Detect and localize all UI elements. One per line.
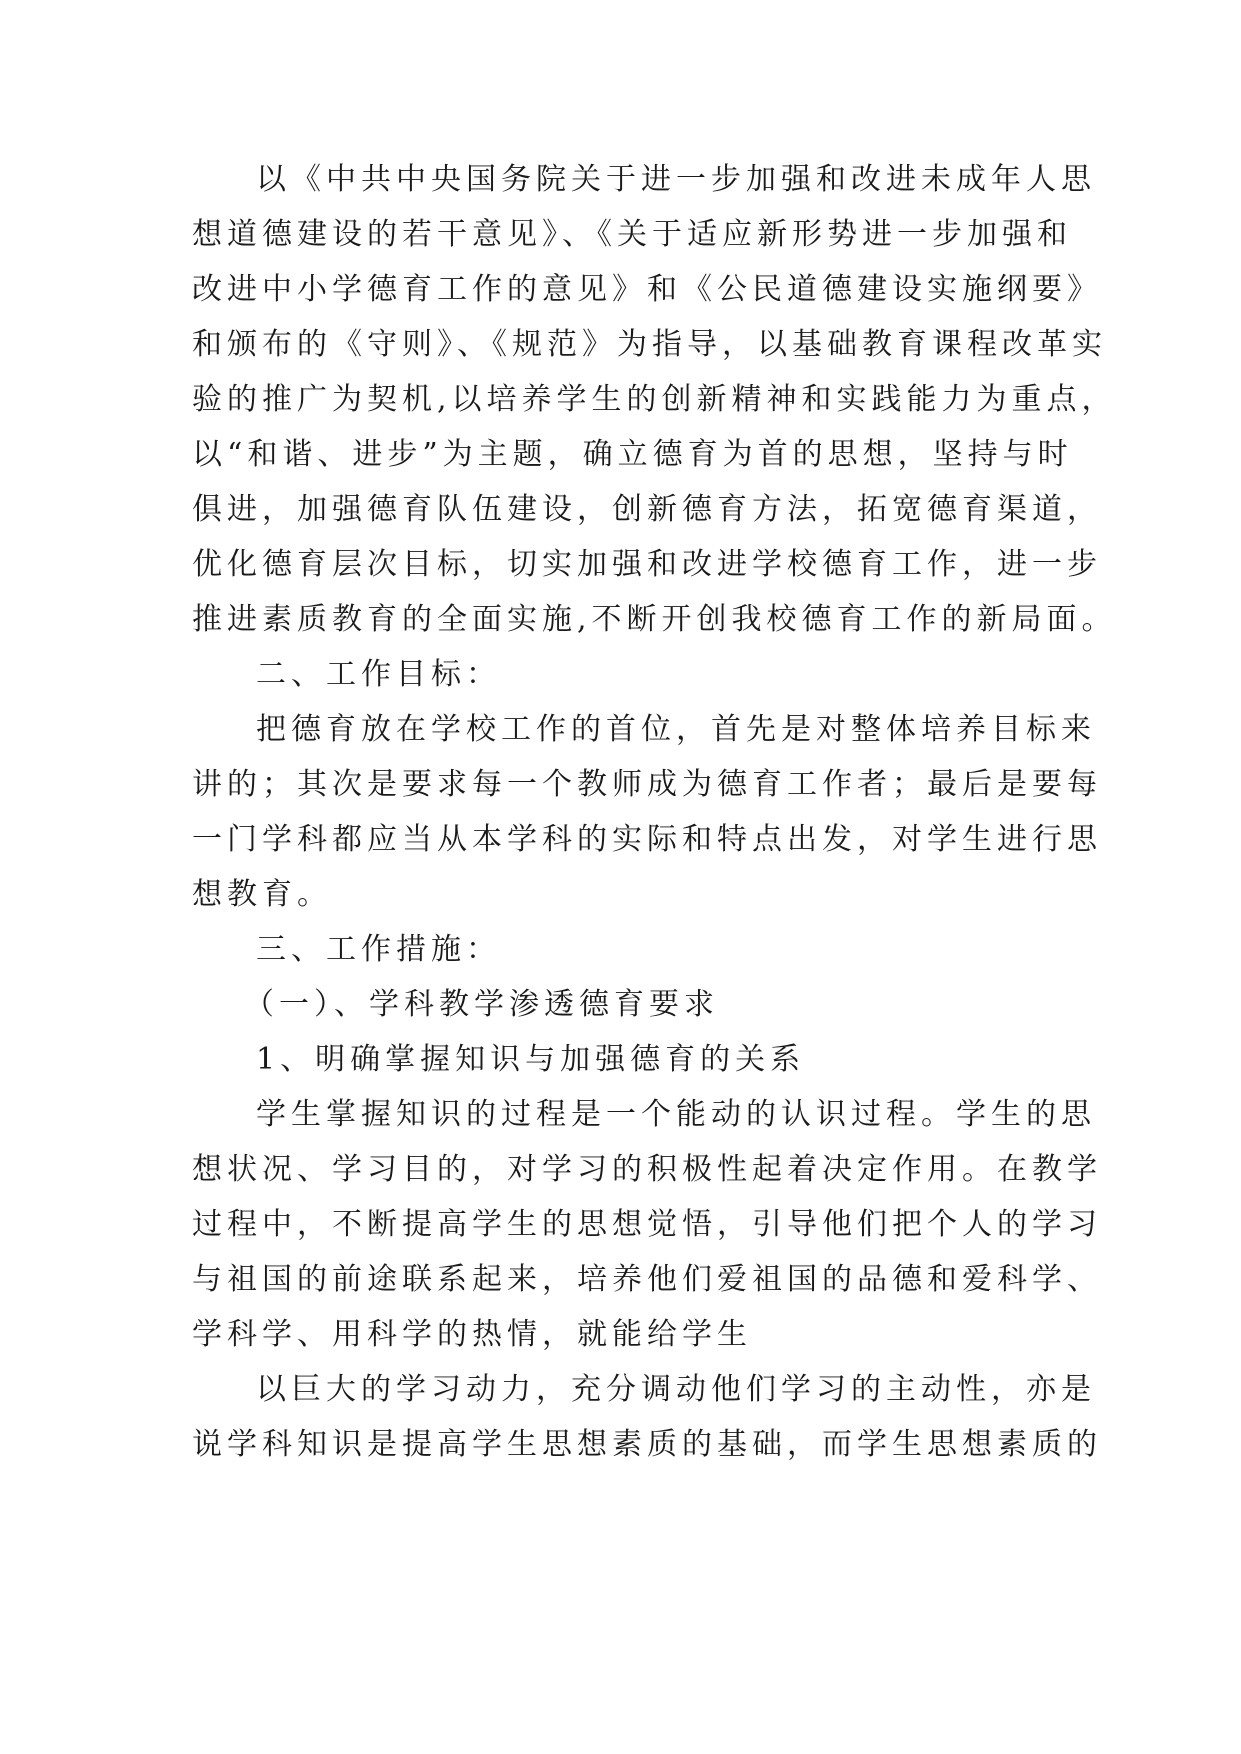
paragraph-line: 验的推广为契机,以培养学生的创新精神和实践能力为重点， bbox=[192, 382, 1117, 417]
paragraph-line: 和颁布的《守则》、《规范》为指导，以基础教育课程改革实 bbox=[192, 327, 1107, 362]
paragraph-line: 过程中，不断提高学生的思想觉悟，引导他们把个人的学习 bbox=[192, 1207, 1102, 1242]
subsection-heading: （一）、学科教学渗透德育要求 bbox=[244, 987, 719, 1022]
paragraph-line: 推进素质教育的全面实施,不断开创我校德育工作的新局面。 bbox=[192, 602, 1117, 637]
document-body bbox=[192, 152, 1117, 1472]
section-heading: 二、工作目标： bbox=[256, 657, 501, 692]
paragraph-line: 想道德建设的若干意见》、《关于适应新形势进一步加强和 bbox=[192, 217, 1072, 252]
paragraph-line: 与祖国的前途联系起来，培养他们爱祖国的品德和爱科学、 bbox=[192, 1262, 1102, 1297]
paragraph-line: 俱进，加强德育队伍建设，创新德育方法，拓宽德育渠道， bbox=[192, 492, 1102, 527]
paragraph-line: 改进中小学德育工作的意见》和《公民道德建设实施纲要》 bbox=[192, 272, 1102, 307]
paragraph-line: 把德育放在学校工作的首位，首先是对整体培养目标来 bbox=[256, 712, 1096, 747]
paragraph-line: 学科学、用科学的热情，就能给学生 bbox=[192, 1317, 752, 1352]
paragraph-line: 一门学科都应当从本学科的实际和特点出发，对学生进行思 bbox=[192, 822, 1102, 857]
paragraph-line: 优化德育层次目标，切实加强和改进学校德育工作，进一步 bbox=[192, 547, 1102, 582]
paragraph-line: 想教育。 bbox=[192, 877, 332, 912]
paragraph-line: 说学科知识是提高学生思想素质的基础，而学生思想素质的 bbox=[192, 1427, 1102, 1462]
paragraph-line: 以巨大的学习动力，充分调动他们学习的主动性，亦是 bbox=[256, 1372, 1096, 1407]
paragraph-line: 以《中共中央国务院关于进一步加强和改进未成年人思 bbox=[256, 162, 1096, 197]
paragraph-line: 学生掌握知识的过程是一个能动的认识过程。学生的思 bbox=[256, 1097, 1096, 1132]
paragraph-line: 想状况、学习目的，对学习的积极性起着决定作用。在教学 bbox=[192, 1152, 1102, 1187]
section-heading: 三、工作措施： bbox=[256, 932, 501, 967]
paragraph-line: 讲的；其次是要求每一个教师成为德育工作者；最后是要每 bbox=[192, 767, 1102, 802]
paragraph-line: 以“和谐、进步”为主题，确立德育为首的思想，坚持与时 bbox=[192, 437, 1073, 472]
subsection-heading: 1、明确掌握知识与加强德育的关系 bbox=[256, 1042, 806, 1077]
